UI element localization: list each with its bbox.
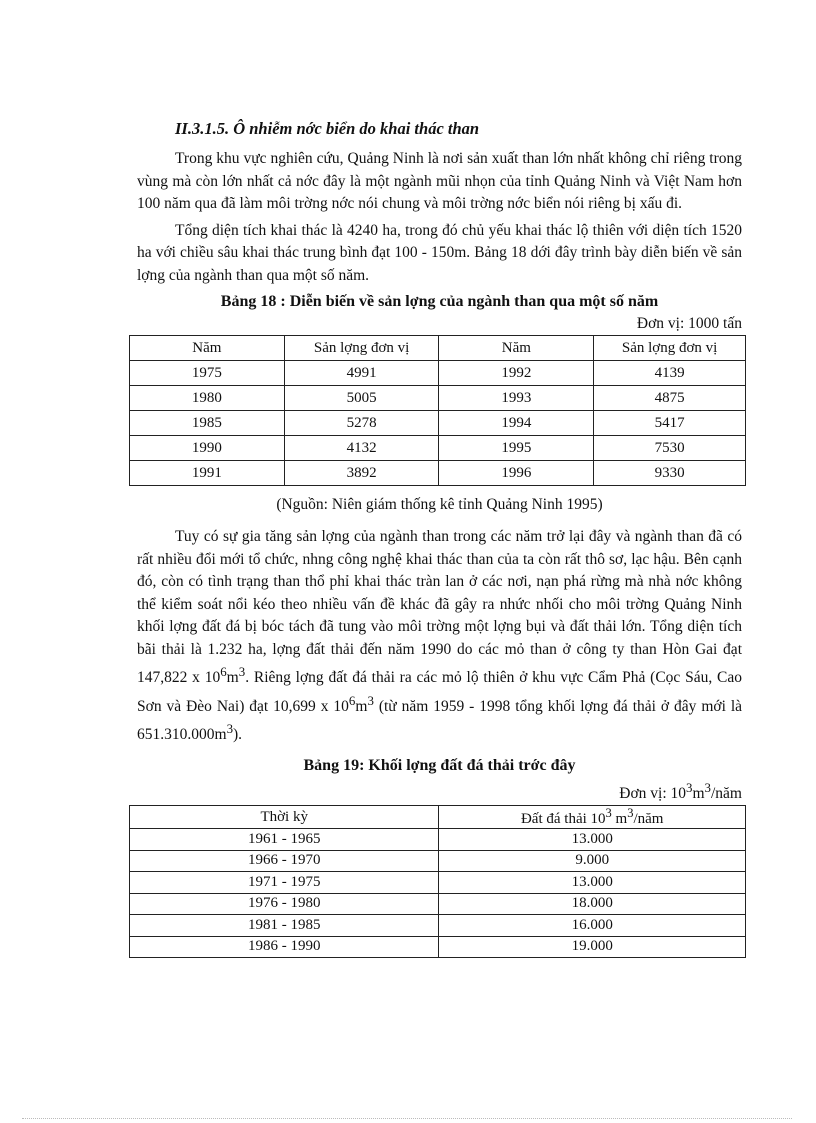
table-cell: 1961 - 1965 — [130, 829, 439, 851]
paragraph-3-text-1: Tuy có sự gia tăng sản lợng của ngành than trong các năm trở lại đây và ngành than đã có rất nhiều đổi mới tổ chức, nhng công nghệ khai thác than của ta còn rất thô sơ, lạc hậu. Bên cạnh đó, còn có tình trạng than thổ phỉ khai thác tràn lan ở các nơi, nạn phá rừng mà nhà nớc không thể kiểm soát nổi kéo theo nhiều vấn đề khác đã gây ra nhức nhối cho môi trờng Quảng Ninh khối lợng đất đá bị bóc tách đã tung vào môi trờng một lợng bụi và đất thải lớn. Tổng diện tích bãi thải là 1.232 ha, lợng đất thải đến năm 1990 do các mỏ than ở công ty than Hòn Gai đạt 147,822 x 10 — [137, 528, 742, 687]
table-cell: 4875 — [594, 386, 746, 411]
table-cell: 4132 — [284, 436, 439, 461]
table-cell: 9.000 — [439, 850, 746, 872]
superscript: 3 — [605, 806, 612, 821]
unit-text: Đơn vị: 10 — [619, 785, 687, 803]
table-cell: 1993 — [439, 386, 594, 411]
table-row — [130, 850, 746, 872]
table-row — [130, 872, 746, 894]
table-row — [130, 436, 746, 461]
superscript: 6 — [220, 664, 227, 679]
table-cell: 1976 - 1980 — [130, 893, 439, 915]
table-row — [130, 915, 746, 937]
table-18-header-year-1: Năm — [130, 336, 285, 361]
table-cell: 5278 — [284, 411, 439, 436]
table-cell: 1971 - 1975 — [130, 872, 439, 894]
table-cell: 1996 — [439, 461, 594, 486]
table-cell: 1980 — [130, 386, 285, 411]
table-18-header-output-1: Sản lợng đơn vị — [284, 336, 439, 361]
table-row — [130, 893, 746, 915]
table-cell: 3892 — [284, 461, 439, 486]
paragraph-2: Tổng diện tích khai thác là 4240 ha, trong đó chủ yếu khai thác lộ thiên với diện tích 1520 ha với chiều sâu khai thác trung bình đạt 100 - 150m. Bảng 18 dới đây trình bày diễn biến về sản lợng của ngành than qua một số năm. — [137, 221, 742, 284]
superscript: 3 — [226, 721, 234, 737]
table-18-header-output-2: Sản lợng đơn vị — [594, 336, 746, 361]
paragraph-1: Trong khu vực nghiên cứu, Quảng Ninh là nơi sản xuất than lớn nhất không chỉ riêng trong vùng mà còn lớn nhất cả nớc đây là một ngành mũi nhọn của tỉnh Quảng Ninh và Việt Nam hơn 100 năm qua đã làm môi trờng nớc nói chung và môi trờng nớc biển nói riêng bị xấu đi. — [137, 150, 742, 212]
table-18-header-row — [130, 336, 746, 361]
page-content — [137, 118, 742, 958]
table-row — [130, 411, 746, 436]
table-cell: 19.000 — [439, 936, 746, 958]
superscript: 3 — [238, 664, 246, 679]
table-cell: 1991 — [130, 461, 285, 486]
table-cell: 1990 — [130, 436, 285, 461]
paragraph-3-text-2: m — [226, 669, 239, 687]
table-cell: 18.000 — [439, 893, 746, 915]
paragraph-3-text-6: ). — [233, 726, 243, 744]
superscript: 3 — [686, 779, 693, 795]
table-cell: 13.000 — [439, 829, 746, 851]
table-cell: 1985 — [130, 411, 285, 436]
table-cell: 1981 - 1985 — [130, 915, 439, 937]
table-cell: 5005 — [284, 386, 439, 411]
table-row — [130, 386, 746, 411]
paragraph-3-text-3: . Riêng lợng đất đá thải ra các mỏ lộ thiên ở khu vực Cẩm Phả (Cọc Sáu, Cao Sơn và Đèo Nai) đạt 10,699 x 10 — [137, 669, 742, 715]
table-18-source: (Nguồn: Niên giám thống kê tỉnh Quảng Ninh 1995) — [276, 496, 603, 513]
paragraph-3-text-4: m — [355, 697, 368, 715]
table-cell: 13.000 — [439, 872, 746, 894]
superscript: 3 — [627, 806, 634, 821]
unit-text: m — [692, 785, 705, 803]
table-cell: 1966 - 1970 — [130, 850, 439, 872]
table-19-header-period: Thời kỳ — [130, 806, 439, 829]
table-18-header-year-2: Năm — [439, 336, 594, 361]
table-19 — [129, 805, 746, 958]
table-19-title: Bảng 19: Khối lợng đất đá thải trớc đây — [303, 756, 576, 774]
page-footer-divider — [22, 1118, 792, 1119]
paragraph-3 — [137, 526, 742, 747]
superscript: 6 — [348, 692, 356, 708]
superscript: 3 — [704, 779, 711, 795]
table-19-header-row — [130, 806, 746, 829]
table-cell: 16.000 — [439, 915, 746, 937]
table-cell: 5417 — [594, 411, 746, 436]
header-text: Đất đá thải 10 — [520, 811, 606, 828]
table-row — [130, 361, 746, 386]
superscript: 3 — [367, 692, 374, 708]
paragraph-3-text-5: (từ năm 1959 - 1998 tổng khối lợng đá thải ở đây mới là 651.310.000m — [137, 697, 742, 744]
table-cell: 1992 — [439, 361, 594, 386]
table-cell: 1986 - 1990 — [130, 936, 439, 958]
table-cell: 9330 — [594, 461, 746, 486]
table-cell: 1995 — [439, 436, 594, 461]
table-18 — [129, 335, 746, 486]
unit-text: /năm — [711, 785, 742, 803]
table-cell: 1994 — [439, 411, 594, 436]
table-row — [130, 461, 746, 486]
header-text: /năm — [633, 811, 664, 828]
table-row — [130, 936, 746, 958]
table-cell: 4991 — [284, 361, 439, 386]
table-19-unit — [137, 777, 742, 805]
section-heading: II.3.1.5. Ô nhiễm nớc biển do khai thác than — [175, 119, 480, 138]
table-18-unit: Đơn vị: 1000 tấn — [636, 315, 742, 332]
table-19-header-value — [439, 806, 746, 829]
table-cell: 4139 — [594, 361, 746, 386]
header-text: m — [611, 811, 628, 828]
table-row — [130, 829, 746, 851]
table-18-title: Bảng 18 : Diễn biến về sản lợng của ngành than qua một số năm — [220, 293, 659, 310]
table-cell: 7530 — [594, 436, 746, 461]
table-cell: 1975 — [130, 361, 285, 386]
